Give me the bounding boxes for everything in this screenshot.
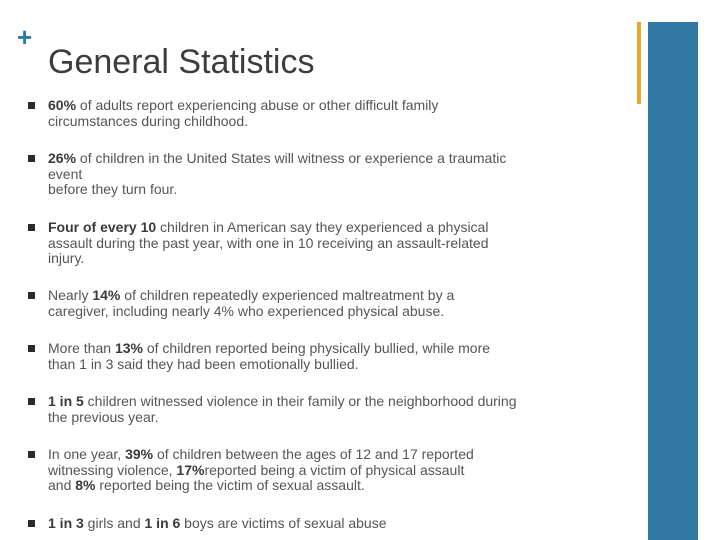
bullet-item bbox=[28, 220, 628, 267]
bullet-emphasis: 8% bbox=[75, 477, 96, 493]
bullet-emphasis: 17% bbox=[176, 461, 205, 478]
bullet-run: reported being the victim of sexual assault. bbox=[95, 477, 365, 493]
accent-bar-blue bbox=[648, 22, 698, 540]
bullet-emphasis: 14% bbox=[92, 287, 121, 303]
bullet-item bbox=[28, 447, 628, 494]
bullet-run: boys are victims of sexual abuse bbox=[180, 515, 387, 531]
bullet-square-icon bbox=[28, 345, 35, 352]
bullet-run: of children repeatedly experienced maltreatment by a caregiver, including nearly 4% who experienced physical abuse. bbox=[48, 287, 455, 319]
accent-bar-orange bbox=[637, 22, 641, 104]
bullet-text bbox=[48, 341, 628, 372]
bullet-emphasis: 39% bbox=[125, 446, 154, 462]
bullet-item bbox=[28, 341, 628, 372]
bullet-square-icon bbox=[28, 451, 35, 458]
bullet-run: of adults report experiencing abuse or other difficult family circumstances during childhood. bbox=[48, 97, 439, 129]
bullet-text bbox=[48, 394, 628, 425]
bullet-run: of children reported being physically bullied, while more than 1 in 3 said they had been emotionally bullied. bbox=[48, 340, 491, 372]
bullet-emphasis: 26% bbox=[48, 150, 77, 166]
bullet-run: In one year, bbox=[48, 446, 126, 462]
plus-icon: + bbox=[17, 22, 33, 52]
bullet-text bbox=[48, 516, 628, 532]
bullet-run: girls and bbox=[83, 515, 145, 531]
bullet-text bbox=[48, 220, 628, 267]
bullet-square-icon bbox=[28, 398, 35, 405]
bullet-text bbox=[48, 98, 628, 129]
bullet-square-icon bbox=[28, 155, 35, 162]
bullet-emphasis: 1 in 5 bbox=[48, 393, 84, 409]
bullet-item bbox=[28, 98, 628, 129]
bullet-run: reported being a victim of physical assault and bbox=[48, 461, 465, 493]
bullet-emphasis: Four of every 10 bbox=[48, 219, 157, 235]
slide-title: General Statistics bbox=[48, 43, 315, 81]
bullet-run: children in American say they experienced a physical assault during the past year, with one in 10 receiving an assault-related injury. bbox=[48, 219, 489, 266]
bullet-item bbox=[28, 151, 628, 198]
bullet-text bbox=[48, 447, 628, 494]
bullet-run: More than bbox=[48, 340, 115, 356]
bullet-run: of children in the United States will witness or experience a traumatic event before they turn four. bbox=[48, 150, 507, 197]
bullet-item bbox=[28, 394, 628, 425]
bullet-emphasis: 60% bbox=[48, 97, 77, 113]
bullet-emphasis: 13% bbox=[114, 340, 143, 356]
bullet-item bbox=[28, 288, 628, 319]
bullet-run: children witnessed violence in their family or the neighborhood during the previous year. bbox=[48, 393, 517, 425]
bullet-run: Nearly bbox=[48, 287, 93, 303]
bullet-square-icon bbox=[28, 292, 35, 299]
bullet-square-icon bbox=[28, 520, 35, 527]
bullet-run: of children between the ages of 12 and 17 reported witnessing violence, bbox=[48, 446, 474, 478]
bullet-text bbox=[48, 151, 628, 198]
bullet-item bbox=[28, 516, 628, 532]
bullet-square-icon bbox=[28, 102, 35, 109]
bullet-square-icon bbox=[28, 224, 35, 231]
bullet-text bbox=[48, 288, 628, 319]
bullet-emphasis: 1 in 3 bbox=[48, 515, 84, 531]
bullet-emphasis: 1 in 6 bbox=[144, 515, 181, 531]
